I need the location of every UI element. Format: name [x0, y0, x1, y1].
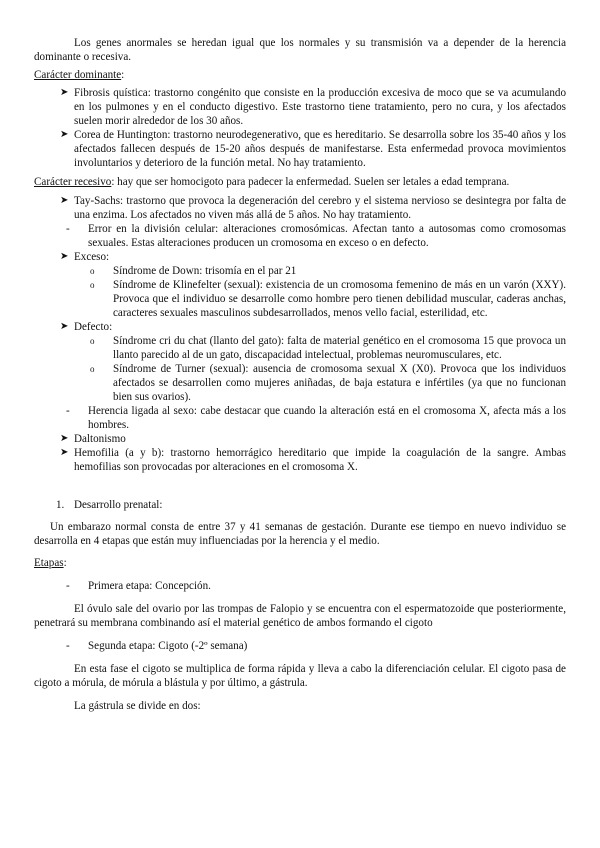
- arrowhead-bullet-icon: ➤: [60, 129, 69, 140]
- list-item-defecto: ➤ Defecto:: [60, 321, 113, 333]
- etapa-1: - Primera etapa: Concepción.: [66, 580, 211, 592]
- list-item-huntington: ➤ Corea de Huntington: trastorno neurodegenerativo, que es hereditario. Se desarrolla sobre los 35-40 años y los afectados fallecen después de 15-20 años después de manifestarse. Esta enfermedad provoca movimientos involuntarios y deterioro de la función metal. No hay tratamiento.: [60, 129, 566, 169]
- section-title: Desarrollo prenatal:: [74, 499, 163, 511]
- list-item-turner: o Síndrome de Turner (sexual): ausencia de cromosoma sexual X (X0). Provoca que los individuos afectados se desarrollen como mujeres aniñadas, de baja estatura e infértiles (ya que no funcionan bien sus ovarios).: [90, 363, 566, 403]
- etapas-heading-line: Etapas:: [34, 557, 67, 569]
- list-item-daltonismo: ➤ Daltonismo: [60, 433, 126, 445]
- etapas-heading: Etapas: [34, 557, 64, 569]
- list-item-tay-sachs: ➤ Tay-Sachs: trastorno que provoca la degeneración del cerebro y el sistema nervioso se desintegra por falta de una enzima. Los afectados no viven más allá de 5 años. No hay tratamiento.: [60, 195, 566, 221]
- arrowhead-bullet-icon: ➤: [60, 447, 69, 458]
- list-item-error: - Error en la división celular: alteraciones cromosómicas. Afectan tanto a autosomas como cromosomas sexuales. Estas alteraciones producen un cromosoma en exceso o en defecto.: [66, 223, 566, 249]
- gastrula-paragraph: La gástrula se divide en dos:: [74, 700, 201, 712]
- section-heading: [34, 498, 566, 512]
- dominante-heading-line: Carácter dominante:: [34, 69, 125, 81]
- list-item-down: o Síndrome de Down: trisomía en el par 21: [90, 265, 297, 277]
- section-paragraph: Un embarazo normal consta de entre 37 y 41 semanas de gestación. Durante ese tiempo en nuevo individuo se desarrolla en 4 etapas que están muy influenciadas por la herencia y el medio.: [34, 521, 566, 547]
- recesivo-heading: Carácter recesivo: [34, 176, 112, 188]
- circle-bullet-icon: o: [90, 336, 95, 346]
- dash-bullet: -: [66, 405, 70, 417]
- list-item-hemofilia: ➤ Hemofilia (a y b): trastorno hemorrágico hereditario que impide la coagulación de la sangre. Ambas hemofilias son provocadas por alteraciones en el cromosoma X.: [60, 447, 566, 473]
- arrowhead-bullet-icon: ➤: [60, 195, 69, 206]
- section-number: 1.: [56, 499, 65, 511]
- arrowhead-bullet-icon: ➤: [60, 251, 69, 262]
- dash-bullet: -: [66, 223, 70, 235]
- dash-bullet: -: [66, 580, 70, 592]
- intro-paragraph: Los genes anormales se heredan igual que los normales y su transmisión va a depender de la herencia dominante o recesiva.: [34, 37, 566, 63]
- list-item-fibrosis: ➤ Fibrosis quística: trastorno congénito que consiste en la producción excesiva de moco que se va acumulando en los pulmones y en el conducto digestivo. Este trastorno tiene tratamiento, pero no cura, y los afectados suelen morir alrededor de los 30 años.: [60, 87, 566, 127]
- document-page: [34, 36, 566, 713]
- list-item-herencia-sexo: - Herencia ligada al sexo: cabe destacar que cuando la alteración está en el cromosoma X, afecta más a los hombres.: [66, 405, 566, 431]
- list-item-exceso: ➤ Exceso:: [60, 251, 110, 263]
- recesivo-heading-line: Carácter recesivo: hay que ser homocigoto para padecer la enfermedad. Suelen ser letales a edad temprana.: [34, 176, 510, 188]
- arrowhead-bullet-icon: ➤: [60, 433, 69, 444]
- list-item-cri-du-chat: o Síndrome cri du chat (llanto del gato): falta de material genético en el cromosoma 15 que provoca un llanto parecido al de un gato, discapacidad intelectual, problemas neuromusculares, etc.: [90, 335, 566, 361]
- etapa-2: - Segunda etapa: Cigoto (-2º semana): [66, 640, 248, 652]
- dominante-heading: Carácter dominante: [34, 69, 122, 81]
- etapa-2-paragraph: En esta fase el cigoto se multiplica de forma rápida y lleva a cabo la diferenciación celular. El cigoto pasa de cigoto a mórula, de mórula a blástula y por último, a gástrula.: [34, 663, 566, 689]
- circle-bullet-icon: o: [90, 364, 95, 374]
- etapa-1-paragraph: El óvulo sale del ovario por las trompas de Falopio y se encuentra con el espermatozoide que posteriormente, penetrará su membrana combinando así el material genético de ambos formando el cigoto: [34, 603, 566, 629]
- arrowhead-bullet-icon: ➤: [60, 321, 69, 332]
- list-item-klinefelter: o Síndrome de Klinefelter (sexual): existencia de un cromosoma femenino de más en un varón (XXY). Provoca que el individuo se desarrolle como hombre pero tienen debilidad muscular, caderas anchas, caracteres sexuales masculinos subdesarrollados, menos vello facial, esterilidad, etc.: [90, 279, 566, 319]
- arrowhead-bullet-icon: ➤: [60, 87, 69, 98]
- dash-bullet: -: [66, 640, 70, 652]
- circle-bullet-icon: o: [90, 266, 95, 276]
- circle-bullet-icon: o: [90, 280, 95, 290]
